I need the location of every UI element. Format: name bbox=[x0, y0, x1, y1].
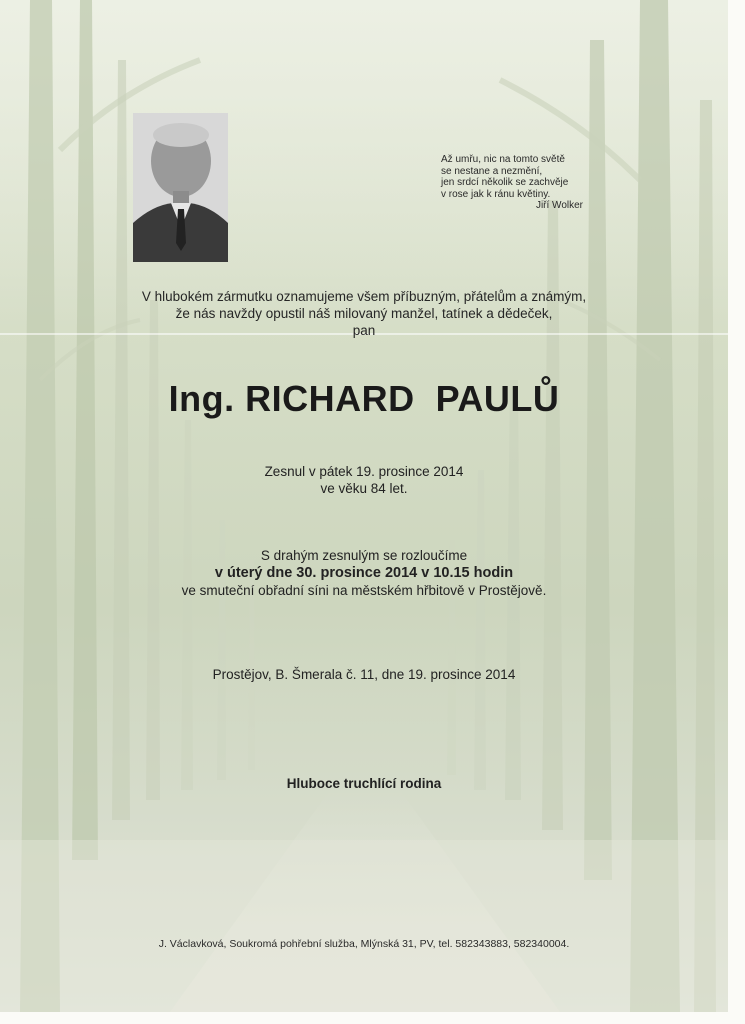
death-date: Zesnul v pátek 19. prosince 2014 bbox=[264, 464, 464, 479]
funeral-location: ve smuteční obřadní síni na městském hřbitově v Prostějově. bbox=[181, 583, 547, 598]
poem-line: jen srdcí několik se zachvěje bbox=[441, 177, 569, 188]
announcement-line: V hlubokém zármutku oznamujeme všem příbuzným, přátelům a známým, bbox=[141, 289, 587, 304]
announcement-line: že nás navždy opustil náš milovaný manžel, tatínek a dědeček, bbox=[175, 306, 553, 321]
funeral-intro: S drahým zesnulým se rozloučíme bbox=[260, 548, 468, 563]
announcement-text bbox=[0, 288, 728, 339]
announcement-line: pan bbox=[352, 323, 376, 338]
poem-line: se nestane a nezmění, bbox=[441, 165, 543, 177]
funeral-service-footer: J. Václavková, Soukromá pohřební služba, Mlýnská 31, PV, tel. 582343883, 582340004. bbox=[158, 938, 570, 950]
poem-author: Jiří Wolker bbox=[535, 200, 583, 211]
death-info bbox=[0, 463, 728, 497]
death-age: ve věku 84 let. bbox=[320, 481, 408, 496]
poem-line: v rose jak k ránu květiny. bbox=[441, 188, 551, 200]
funeral-info bbox=[0, 547, 728, 599]
deceased-name: Ing. RICHARD PAULŮ bbox=[168, 378, 560, 419]
family-signature: Hluboce truchlící rodina bbox=[286, 776, 442, 791]
portrait-photo bbox=[133, 113, 228, 262]
poem-quote bbox=[441, 154, 611, 212]
place-and-date: Prostějov, B. Šmerala č. 11, dne 19. prosince 2014 bbox=[212, 667, 516, 682]
poem-line: Až umřu, nic na tomto světě bbox=[441, 154, 565, 165]
funeral-datetime: v úterý dne 30. prosince 2014 v 10.15 hodin bbox=[214, 565, 514, 581]
